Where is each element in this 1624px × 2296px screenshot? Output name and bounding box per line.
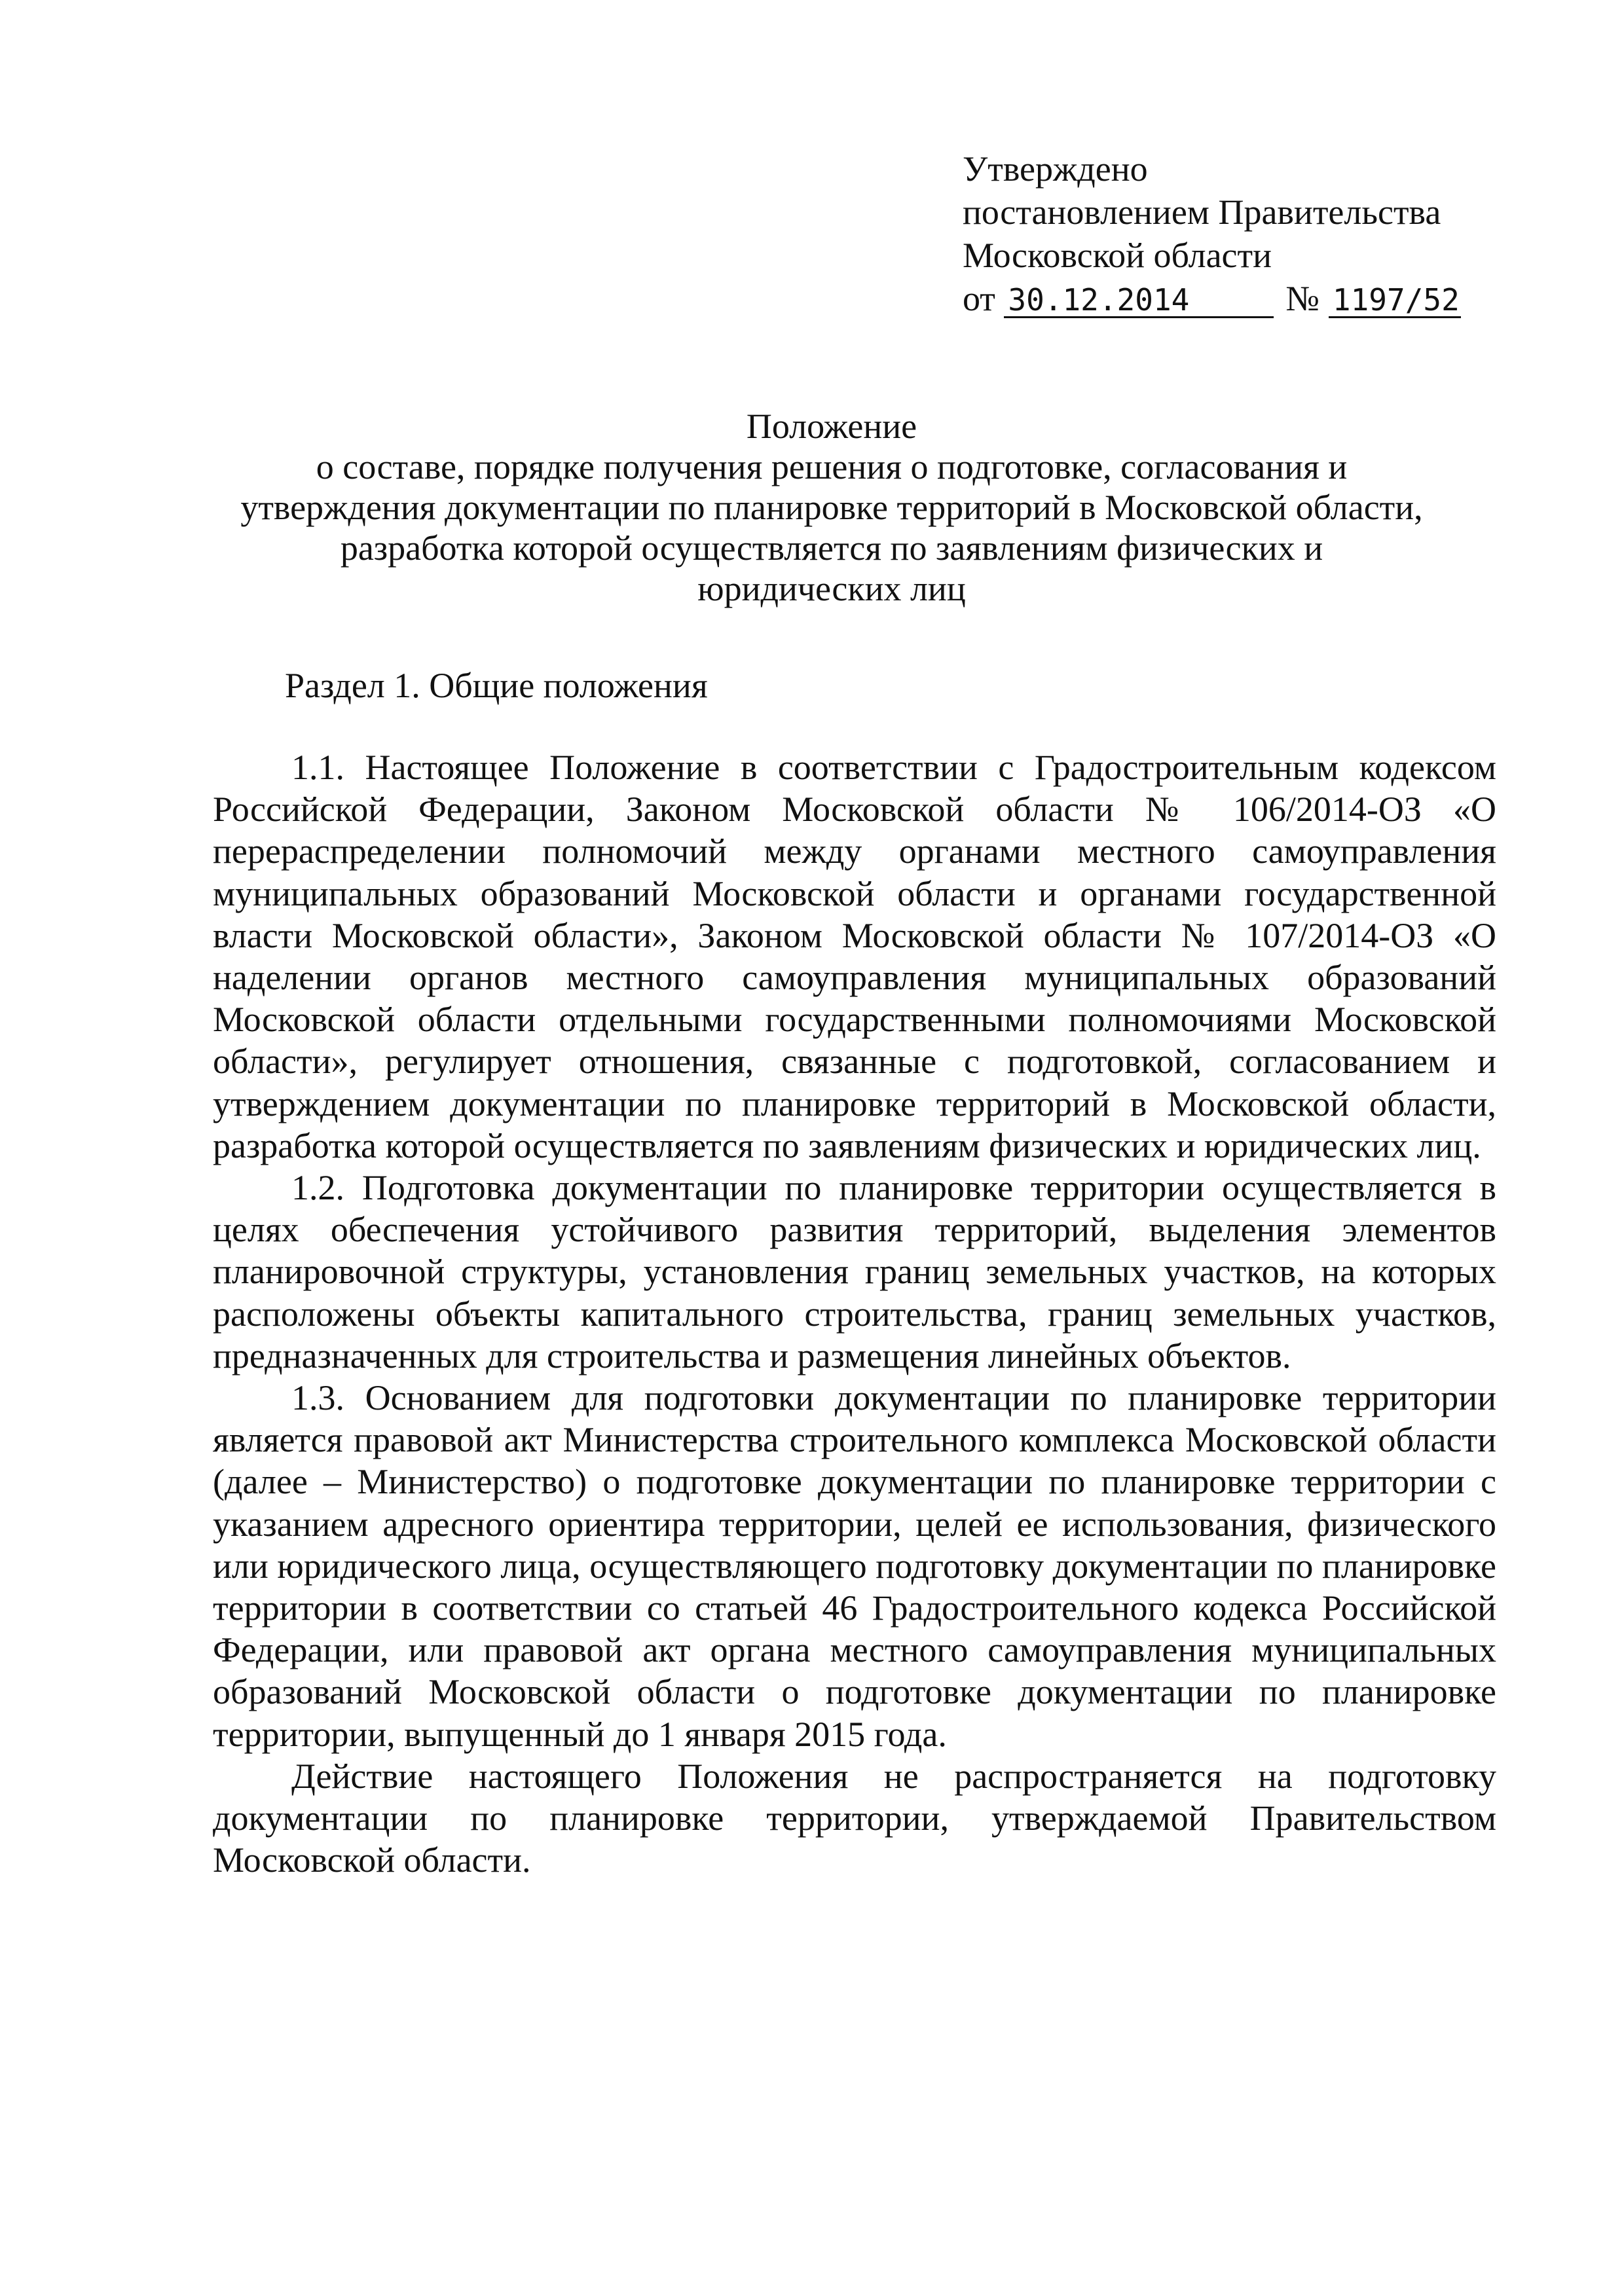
paragraph-1-3: 1.3. Основанием для подготовки документации по планировке территории является правовой акт Министерства строительного комплекса Московской области (далее – Министерство) о подготовке документации по планировке территории с указанием адресного ориентира территории, целей ее использования, физического или юридического лица, осуществляющего подготовку документации по планировке территории в соответствии со статьей 46 Градостроительного кодекса Российской Федерации, или правовой акт органа местного самоуправления муниципальных образований Московской области о подготовке документации по планировке территории, выпущенный до 1 января 2015 года.: [213, 1378, 1496, 1754]
paragraph-scope: Действие настоящего Положения не распространяется на подготовку документации по планировке территории, утверждаемой Правительством Московской области.: [213, 1756, 1496, 1880]
title-heading: Положение: [746, 407, 917, 446]
approval-line-resolution: постановлением Правительства: [963, 192, 1441, 232]
title-line-2: утверждения документации по планировке территорий в Московской области,: [240, 488, 1423, 527]
approval-line-region: Московской области: [963, 236, 1272, 275]
approval-date: 30.12.2014: [1004, 283, 1274, 318]
approval-number-sign: №: [1285, 279, 1320, 318]
title-line-3: разработка которой осуществляется по заявлениям физических и: [340, 528, 1323, 568]
document-title: [196, 406, 1467, 609]
approval-line-approved: Утверждено: [963, 149, 1148, 189]
paragraph-1-2: 1.2. Подготовка документации по планировке территории осуществляется в целях обеспечения устойчивого развития территорий, выделения элементов планировочной структуры, установления границ земельных участков, на которых расположены объекты капитального строительства, границ земельных участков, предназначенных для строительства и размещения линейных объектов.: [213, 1168, 1496, 1376]
title-line-4: юридических лиц: [697, 569, 966, 608]
approval-stamp-block: [963, 147, 1552, 320]
title-line-1: о составе, порядке получения решения о подготовке, согласования и: [316, 447, 1348, 486]
section-heading: Раздел 1. Общие положения: [285, 666, 708, 705]
paragraph-1-1: 1.1. Настоящее Положение в соответствии с Градостроительным кодексом Российской Федерации, Законом Московской области № 106/2014-ОЗ «О перераспределении полномочий между органами местного самоуправления муниципальных образований Московской области и органами государственной власти Московской области», Законом Московской области № 107/2014-ОЗ «О наделении органов местного самоуправления муниципальных образований Московской области отдельными государственными полномочиями Московской области», регулирует отношения, связанные с подготовкой, согласованием и утверждением документации по планировке территорий в Московской области, разработка которой осуществляется по заявлениям физических и юридических лиц.: [213, 748, 1496, 1165]
approval-line-date-number: [963, 277, 1552, 320]
document-body: [213, 746, 1496, 1881]
approval-from-label: от: [963, 279, 995, 318]
approval-number: 1197/52: [1329, 283, 1461, 318]
